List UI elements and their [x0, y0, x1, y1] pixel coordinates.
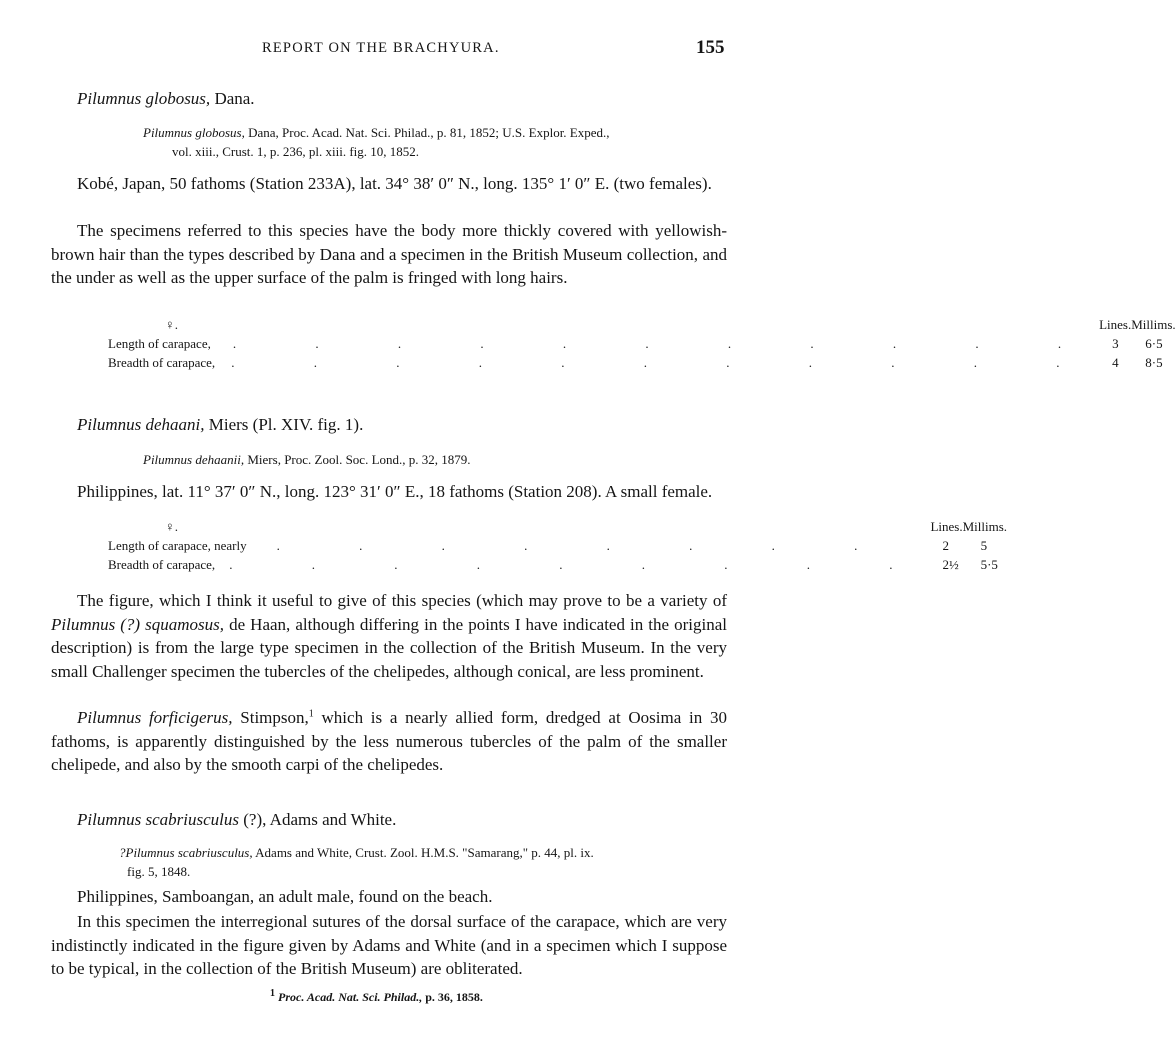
measurement-row	[108, 334, 1176, 353]
running-head: REPORT ON THE BRACHYURA.	[262, 40, 500, 56]
measurement-lines-value: 2½	[942, 557, 959, 572]
col-header-lines: Lines.	[1099, 317, 1132, 332]
remarks-scabriusculus: In this specimen the interregional sutures of the dorsal surface of the carapace, which are very indistinctly indicated in the figure given by Adams and White (and in a specimen which I suppose to be typical, in the collection of the British Museum) are obliterated.	[51, 912, 727, 978]
col-header-millims: Millims.	[962, 519, 1008, 534]
synonymy-citation-line2: vol. xiii., Crust. 1, p. 236, pl. xiii. fig. 10, 1852.	[172, 144, 420, 159]
measurement-label: Breadth of carapace, . . . . . . . . .	[108, 557, 931, 572]
locality-dehaani: Philippines, lat. 11° 37′ 0″ N., long. 123° 31′ 0″ E., 18 fathoms (Station 208). A small female.	[77, 482, 713, 501]
footnote-citation: p. 36, 1858.	[422, 990, 483, 1004]
footnote-source: Proc. Acad. Nat. Sci. Philad.,	[278, 990, 423, 1004]
sex-symbol: ♀.	[165, 519, 178, 534]
synonymy-name: Pilumnus dehaanii,	[143, 452, 245, 467]
synonymy-scabriusculus	[119, 843, 729, 881]
measurement-row	[108, 536, 1007, 555]
measurement-lines-value: 3	[1112, 336, 1119, 351]
species-name-inline: Pilumnus forficigerus,	[77, 708, 233, 727]
sex-symbol: ♀.	[165, 317, 178, 332]
remarks-dehaani-forficigerus: Pilumnus forficigerus, Stimpson,$^1$ which is a nearly allied form, dredged at Oosima in 30 fathoms, is apparently distinguished by the less numerous tubercles of the palm of the smaller chelipede, and also by the smooth carpi of the chelipedes.	[51, 708, 727, 774]
species-heading-scabriusculus	[77, 810, 396, 830]
footnote-marker: 1	[270, 988, 275, 999]
page-number: 155	[696, 37, 725, 58]
col-header-millims: Millims.	[1131, 317, 1176, 332]
measurement-row	[108, 555, 1007, 574]
synonymy-name: Pilumnus globosus,	[143, 125, 245, 140]
measurement-millims-value: 5·5	[980, 557, 998, 572]
synonymy-globosus	[143, 123, 729, 161]
measurements-table-globosus	[108, 315, 1176, 372]
measurements-table-dehaani	[108, 517, 1007, 574]
measurement-row	[108, 353, 1176, 372]
synonymy-name: Pilumnus scabriusculus,	[125, 845, 253, 860]
measurement-header-row	[108, 315, 1176, 334]
locality-globosus: Kobé, Japan, 50 fathoms (Station 233A), lat. 34° 38′ 0″ N., long. 135° 1′ 0″ E. (two females).	[77, 174, 712, 193]
species-heading-dehaani	[77, 415, 363, 435]
species-name: Pilumnus scabriusculus	[77, 810, 239, 829]
synonymy-citation: Adams and White, Crust. Zool. H.M.S. "Samarang," p. 44, pl. ix.	[252, 845, 594, 860]
footnote	[270, 990, 483, 1005]
col-header-lines: Lines.	[930, 519, 963, 534]
remarks-dehaani-figure: The figure, which I think it useful to give of this species (which may prove to be a variety of Pilumnus (?) squamosus, de Haan, although differing in the points I have indicated in the original description) is from the large type specimen in the collection of the British Museum. In the very small Challenger specimen the tubercles of the chelipedes, although conical, are less prominent.	[51, 591, 727, 681]
locality-scabriusculus: Philippines, Samboangan, an adult male, found on the beach.	[77, 887, 493, 906]
species-name-inline: Pilumnus (?) squamosus,	[51, 614, 225, 634]
synonymy-citation-line2: fig. 5, 1848.	[127, 864, 191, 879]
species-name: Pilumnus globosus,	[77, 89, 211, 108]
species-authority: (?), Adams and White.	[238, 810, 397, 829]
measurement-millims-value: 5	[980, 538, 988, 553]
measurement-label: Length of carapace, nearly . . . . . . . .	[108, 538, 896, 553]
synonymy-citation: Miers, Proc. Zool. Soc. Lond., p. 32, 1879.	[244, 452, 471, 467]
remarks-globosus: The specimens referred to this species have the body more thickly covered with yellowish-brown hair than the types described by Dana and a specimen in the British Museum collection, and the under as well as the upper surface of the palm is fringed with long hairs.	[51, 221, 727, 287]
synonymy-citation: Dana, Proc. Acad. Nat. Sci. Philad., p. 81, 1852; U.S. Explor. Exped.,	[244, 125, 610, 140]
measurement-label: Length of carapace, . . . . . . . . . . .	[108, 336, 1100, 351]
measurement-lines-value: 4	[1112, 355, 1119, 370]
synonymy-dehaani	[143, 450, 471, 469]
species-heading-globosus	[77, 89, 255, 109]
footnote-reference: 1	[308, 708, 314, 720]
measurement-millims-value: 6·5	[1145, 336, 1163, 351]
species-authority: Miers (Pl. XIV. fig. 1).	[204, 415, 364, 434]
measurement-lines-value: 2	[942, 538, 949, 553]
measurement-label: Breadth of carapace, . . . . . . . . . . .	[108, 355, 1098, 370]
measurement-millims-value: 8·5	[1145, 355, 1163, 370]
species-authority: Dana.	[210, 89, 255, 108]
synonymy-query: ?	[119, 845, 126, 860]
measurement-header-row	[108, 517, 1007, 536]
species-name: Pilumnus dehaani,	[77, 415, 205, 434]
